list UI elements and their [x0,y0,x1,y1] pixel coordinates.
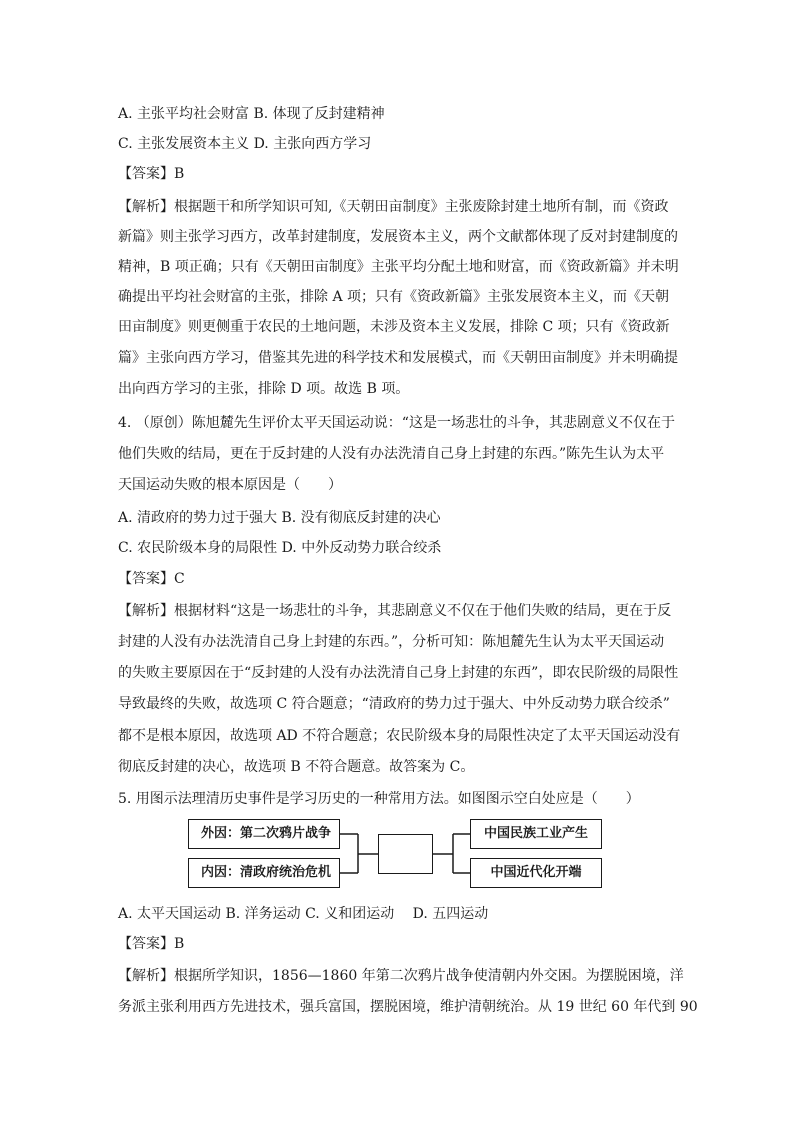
q4-options-ab: A. 清政府的势力过于强大 B. 没有彻底反封建的决心 [118,510,441,526]
q5-analysis-line: 【解析】根据所学知识，1856—1860 年第二次鸦片战争使清朝内外交困。为摆脱困境，洋 [118,968,684,984]
q4-analysis-line: 导致最终的失败，故选项 C 符合题意；“清政府的势力过于强大、中外反动势力联合绞杀” [118,696,670,712]
q5-stem: 5. 用图示法理清历史事件是学习历史的一种常用方法。如图图示空白处应是（ ） [118,791,640,807]
q4-analysis-line: 封建的人没有办法洗清自己身上封建的东西。”，分析可知：陈旭麓先生认为太平天国运动 [118,634,665,650]
q5-analysis-line: 务派主张利用西方先进技术，强兵富国，摆脱困境，维护清朝统治。从 19 世纪 60 年代到 90 [118,999,698,1015]
q3-analysis-line: 【解析】根据题干和所学知识可知,《天朝田亩制度》主张废除封建土地所有制，而《资政 [118,199,669,215]
q3-analysis-line: 确提出平均社会财富的主张，排除 A 项；只有《资政新篇》主张发展资本主义，而《天朝 [118,289,670,305]
q3-answer: 【答案】B [118,166,185,182]
q3-analysis-line: 精神，B 项正确；只有《天朝田亩制度》主张平均分配土地和财富，而《资政新篇》并未明 [118,259,679,275]
q3-options-cd: C. 主张发展资本主义 D. 主张向西方学习 [118,136,372,152]
diagram-blank-box [378,834,433,874]
q4-analysis-line: 彻底反封建的决心，故选项 B 不符合题意。故答案为 C。 [118,759,475,775]
q5-options: A. 太平天国运动 B. 洋务运动 C. 义和团运动 D. 五四运动 [118,906,489,922]
q4-answer: 【答案】C [118,571,185,587]
q3-options-ab: A. 主张平均社会财富 B. 体现了反封建精神 [118,106,385,122]
q5-diagram [188,818,604,892]
q4-stem-line: 他们失败的结局，更在于反封建的人没有办法洗清自己身上封建的东西。”陈先生认为太平 [118,446,665,462]
diagram-external-cause-box: 外因：第二次鸦片战争 [188,819,340,849]
q3-analysis-line: 出向西方学习的主张，排除 D 项。故选 B 项。 [118,381,410,397]
diagram-result-modernization-box: 中国近代化开端 [470,858,602,888]
q4-analysis-line: 【解析】根据材料“这是一场悲壮的斗争，其悲剧意义不仅在于他们失败的结局，更在于反 [118,603,672,619]
q4-options-cd: C. 农民阶级本身的局限性 D. 中外反动势力联合绞杀 [118,540,442,556]
q4-stem-line: 4. （原创）陈旭麓先生评价太平天国运动说：“这是一场悲壮的斗争，其悲剧意义不仅在于 [118,415,675,431]
q4-analysis-line: 都不是根本原因，故选项 AD 不符合题意；农民阶级本身的局限性决定了太平天国运动没有 [118,728,681,744]
q4-analysis-line: 的失败主要原因在于“反封建的人没有办法洗清自己身上封建的东西”，即农民阶级的局限性 [118,665,679,681]
q3-analysis-line: 篇》主张向西方学习，借鉴其先进的科学技术和发展模式，而《天朝田亩制度》并未明确提 [118,350,678,366]
diagram-result-national-industry-box: 中国民族工业产生 [470,819,602,849]
q3-analysis-line: 田亩制度》则更侧重于农民的土地问题，未涉及资本主义发展，排除 C 项；只有《资政新 [118,319,670,335]
q3-analysis-line: 新篇》则主张学习西方，改革封建制度，发展资本主义，两个文献都体现了反对封建制度的 [118,229,678,245]
q5-answer: 【答案】B [118,936,185,952]
diagram-internal-cause-box: 内因：清政府统治危机 [188,858,340,888]
q4-stem-line: 天国运动失败的根本原因是（ ） [118,477,342,493]
